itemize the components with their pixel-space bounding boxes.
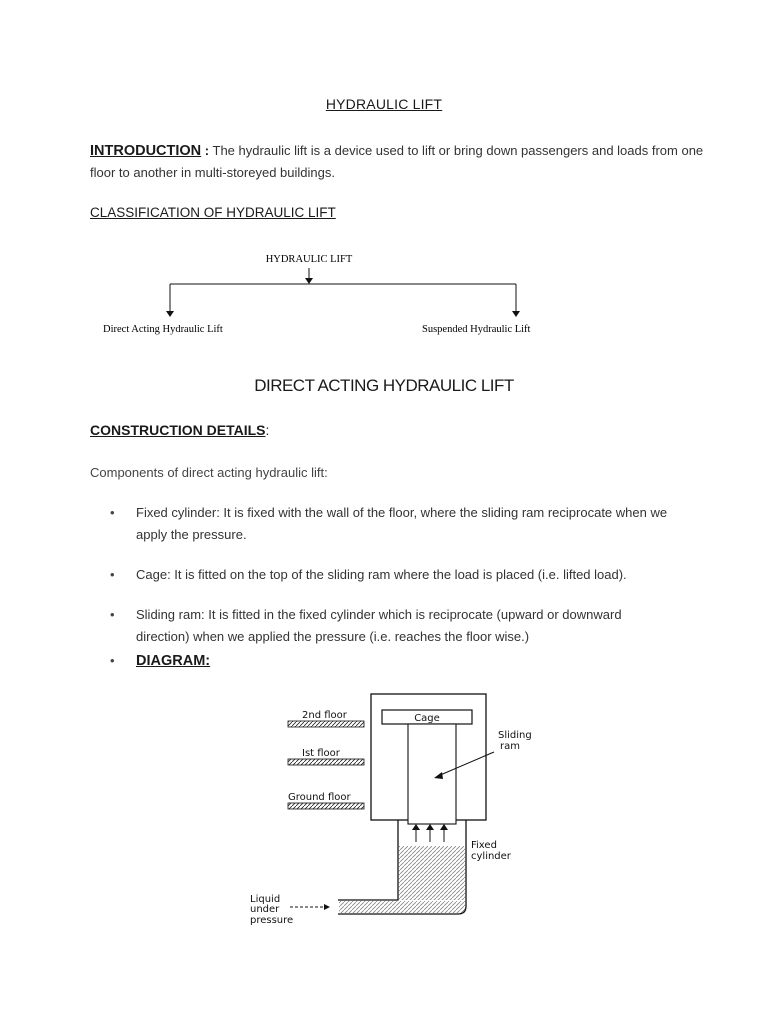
component-list [110,502,670,672]
sliding-ram [408,724,456,824]
bullet-icon: • [110,505,115,520]
introduction-text: The hydraulic lift is a device used to lift or bring down passengers and loads from one floor to another in multi-storeyed buildings. [90,143,704,180]
floor-1-slab [288,759,364,765]
fixed-cylinder-liquid [399,846,465,900]
document-title: HYDRAULIC LIFT [325,96,443,112]
inlet-liquid [400,901,465,913]
floor-2-slab [288,721,364,727]
list-item [110,650,670,672]
list-item-text: Fixed cylinder: It is fixed with the wall of the floor, where the sliding ram reciprocate when we apply the pressure. [136,505,668,542]
tree-root-label: HYDRAULIC LIFT [265,254,353,265]
introduction-heading: INTRODUCTION [90,143,202,159]
tree-root-arrowhead [305,278,313,284]
hydraulic-lift-diagram [240,690,540,935]
liquid-label-2: under [250,904,280,915]
tree-right-arrowhead [512,311,520,317]
sliding-ram-label-1: Sliding [498,730,532,741]
tree-left-arrowhead [166,311,174,317]
floor-1-label: Ist floor [302,748,340,759]
fixed-cylinder-label-2: cylinder [471,851,511,862]
list-item [110,502,670,546]
floor-0-slab [288,803,364,809]
construction-colon: : [265,422,270,438]
list-item [110,564,670,586]
classification-heading: CLASSIFICATION OF HYDRAULIC LIFT [90,205,336,220]
tree-right-label: Suspended Hydraulic Lift [422,324,531,335]
section-heading: DIRECT ACTING HYDRAULIC LIFT [254,376,514,395]
diagram-heading: DIAGRAM: [136,653,211,669]
bullet-icon: • [110,607,115,622]
inlet-pipe-liquid [339,901,400,913]
list-item-text: Sliding ram: It is fitted in the fixed cylinder which is reciprocate (upward or downward direction) when we applied the pressure (i.e. reaches the floor wise.) [136,607,622,644]
tree-left-label: Direct Acting Hydraulic Lift [103,324,223,335]
list-item-text: Cage: It is fitted on the top of the sliding ram where the load is placed (i.e. lifted load). [136,567,627,582]
liquid-pointer-arrowhead [324,904,330,910]
sliding-ram-label-2: ram [500,741,520,752]
classification-tree [95,248,555,343]
introduction-paragraph [90,140,710,184]
bullet-icon: • [110,653,115,668]
floor-2-label: 2nd floor [302,710,347,721]
liquid-label-1: Liquid [250,894,281,905]
pressure-arrowhead [440,824,448,830]
construction-heading-line [90,422,269,438]
cage-label: Cage [414,713,440,724]
list-item [110,604,670,648]
pressure-arrowhead [412,824,420,830]
fixed-cylinder-label-1: Fixed [471,840,497,851]
construction-heading: CONSTRUCTION DETAILS [90,422,266,438]
floor-0-label: Ground floor [288,792,351,803]
liquid-label-3: pressure [250,915,294,926]
components-intro: Components of direct acting hydraulic lift: [90,465,328,480]
pressure-arrowhead [426,824,434,830]
bullet-icon: • [110,567,115,582]
introduction-colon: : [201,143,210,158]
